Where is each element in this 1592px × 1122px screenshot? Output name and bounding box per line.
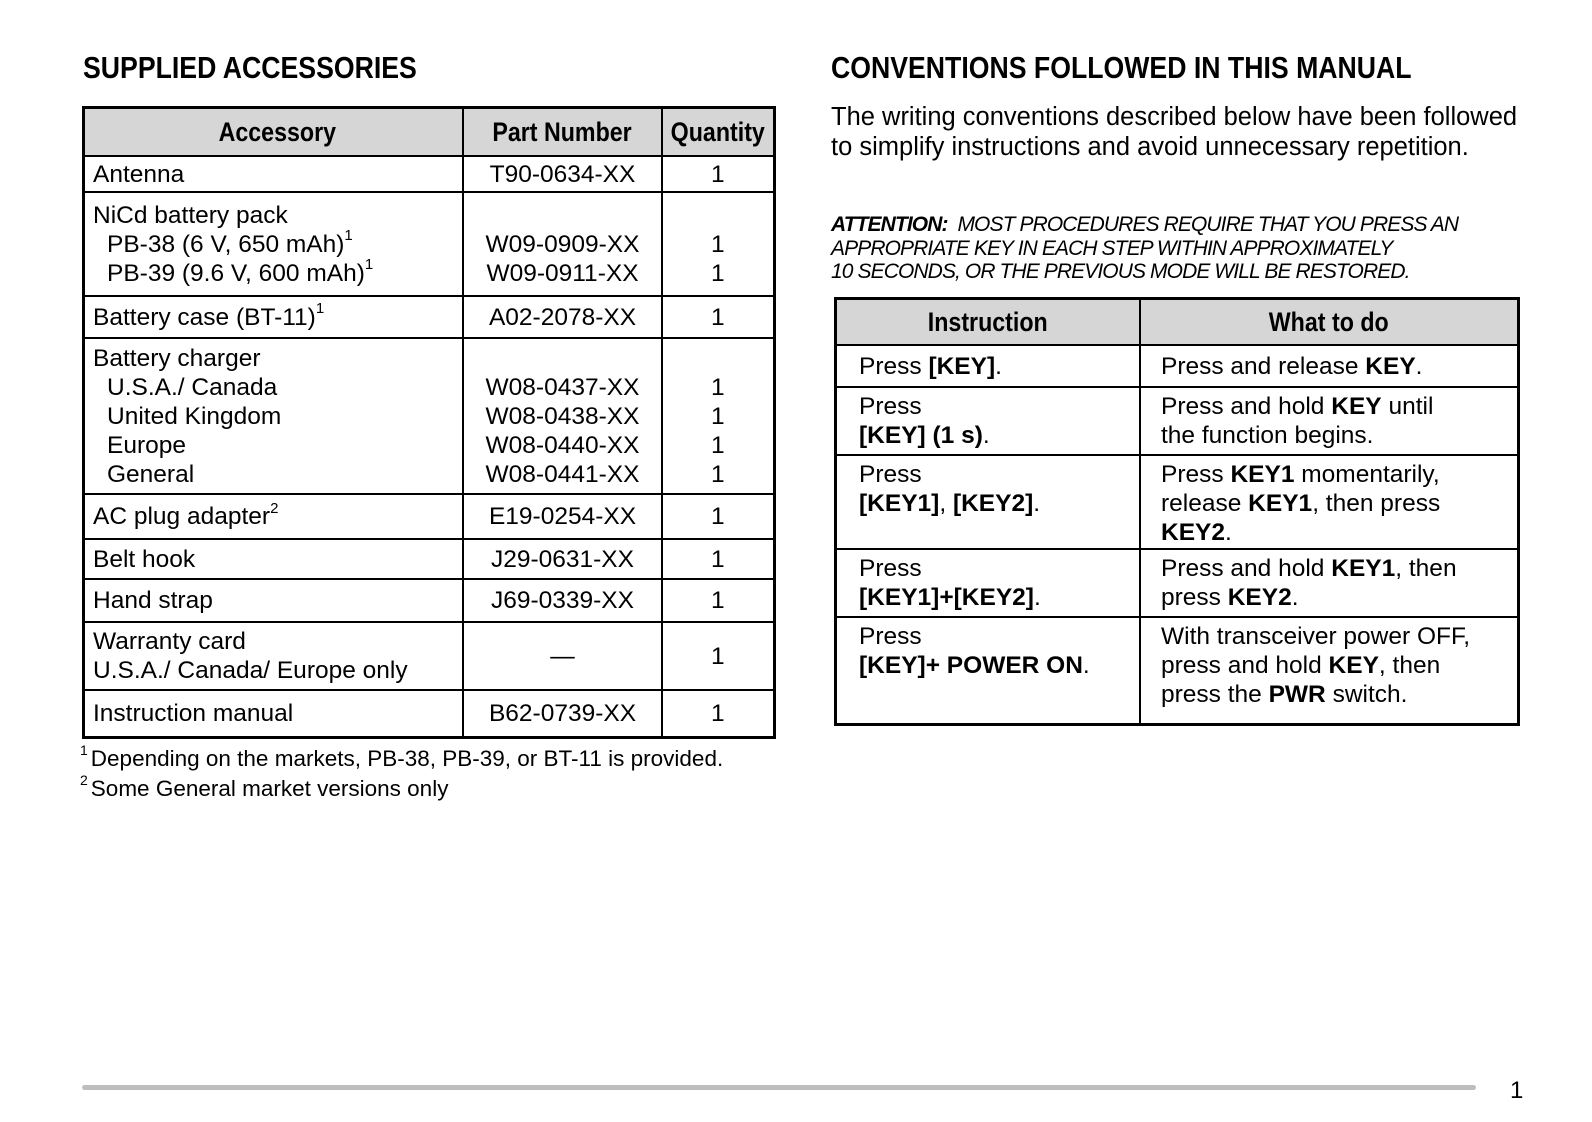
part-number: —: [550, 642, 575, 670]
cell-line: [859, 460, 1139, 489]
key-text: KEY1: [1248, 490, 1313, 517]
plain-text: Press: [859, 623, 922, 650]
part-number-cell: [463, 156, 662, 192]
key-text: KEY1: [1331, 555, 1396, 582]
instruction-cell: [836, 455, 1141, 549]
table-row: [84, 338, 775, 494]
table-row: [84, 156, 775, 192]
cell-line: [1161, 680, 1517, 709]
key-text: KEY: [1365, 353, 1416, 380]
part-number: T90-0634-XX: [489, 160, 636, 188]
part-number-cell: [463, 338, 662, 494]
cell-line: [1161, 583, 1517, 612]
quantity-value: 1: [710, 230, 725, 258]
plain-text: Press: [859, 461, 922, 488]
part-number-cell: [463, 494, 662, 539]
table-row: [836, 617, 1519, 724]
instruction-cell: [836, 617, 1141, 724]
attention-text-line2: APPROPRIATE KEY IN EACH STEP WITHIN APPROXIMATELY: [831, 236, 1393, 260]
quantity-value: 1: [710, 460, 725, 488]
plain-text: press and hold: [1161, 652, 1329, 679]
conventions-header-row: [836, 299, 1519, 346]
table-row: [836, 387, 1519, 455]
part-number: W08-0437-XX: [485, 373, 640, 401]
quantity-value: 1: [710, 402, 725, 430]
accessory-text: Instruction manual: [93, 699, 294, 727]
plain-text: Press: [859, 393, 922, 420]
table-row: [84, 494, 775, 539]
footnote-text: Depending on the markets, PB-38, PB-39, or BT-11 is provided.: [90, 746, 724, 771]
part-number: W08-0440-XX: [485, 431, 640, 459]
plain-text: .: [1225, 519, 1232, 546]
quantity-value: 1: [710, 587, 725, 614]
cell-line: [1161, 651, 1517, 680]
quantity-cell: [662, 579, 774, 622]
footnote: [80, 771, 723, 804]
table-row: [84, 296, 775, 338]
accessory-text: Europe: [107, 431, 187, 459]
table-row: [84, 192, 775, 296]
quantity-cell: [662, 690, 774, 737]
part-number-cell: [463, 296, 662, 338]
footnote-ref: 2: [270, 499, 279, 517]
quantity-cell: [662, 156, 774, 192]
plain-text: press the: [1161, 681, 1269, 708]
accessory-text: Battery charger: [93, 344, 261, 372]
cell-line: [1161, 392, 1517, 421]
plain-text: .: [995, 353, 1002, 380]
quantity-cell: [662, 539, 774, 579]
page-number: 1: [1510, 1077, 1524, 1104]
accessory-text: AC plug adapter: [93, 503, 271, 530]
key-text: KEY1: [1230, 461, 1295, 488]
part-number: W08-0438-XX: [485, 402, 640, 430]
quantity-cell: [662, 296, 774, 338]
part-number-cell: [463, 690, 662, 737]
part-number-cell: [463, 192, 662, 296]
part-number: W09-0911-XX: [486, 259, 639, 287]
plain-text: .: [1082, 652, 1090, 679]
quantity-cell: [662, 494, 774, 539]
column-header-what-to-do: What to do: [1140, 299, 1519, 346]
cell-line: [859, 651, 1139, 680]
cell-line: [859, 622, 1139, 651]
table-row: [836, 345, 1519, 387]
plain-text: Press: [859, 353, 929, 380]
quantity-value: 1: [710, 545, 725, 573]
quantity-value: 1: [710, 160, 725, 188]
part-number-cell: [463, 579, 662, 622]
accessory-cell: [84, 579, 464, 622]
accessory-text: PB-39 (9.6 V, 600 mAh): [107, 259, 365, 287]
column-header-accessory: Accessory: [84, 108, 464, 157]
accessory-cell: [84, 296, 464, 338]
accessory-text: United Kingdom: [107, 402, 282, 430]
accessory-cell: [84, 494, 464, 539]
cell-line: [859, 421, 1139, 450]
plain-text: momentarily,: [1294, 461, 1440, 488]
plain-text: Press and hold: [1161, 393, 1332, 420]
accessory-line: [93, 300, 462, 332]
plain-text: .: [1033, 584, 1041, 611]
accessory-text: NiCd battery pack: [93, 201, 288, 229]
accessory-text: Warranty card: [93, 628, 246, 655]
accessory-line: [93, 627, 462, 656]
plain-text: .: [1415, 353, 1423, 380]
table-row: [84, 579, 775, 622]
accessory-line: [93, 499, 462, 531]
plain-text: release: [1161, 490, 1249, 517]
table-row: [84, 690, 775, 737]
cell-line: [859, 554, 1139, 583]
accessory-line: [93, 431, 462, 460]
key-text: KEY: [1331, 393, 1382, 420]
key-text: [KEY1]+[KEY2]: [859, 584, 1034, 611]
footnote-text: Some General market versions only: [90, 776, 449, 801]
accessories-table: [82, 106, 776, 739]
plain-text: press: [1161, 584, 1228, 611]
cell-line: [859, 583, 1139, 612]
attention-text-line3: 10 SECONDS, OR THE PREVIOUS MODE WILL BE RESTORED.: [831, 260, 1410, 283]
plain-text: .: [1291, 584, 1299, 611]
key-text: [KEY]+ POWER ON: [859, 652, 1083, 679]
footnote-ref: 1: [344, 227, 353, 245]
quantity-value: 1: [710, 642, 725, 670]
cell-line: [859, 352, 1139, 381]
conventions-intro: The writing conventions described below have been followed to simplify instructions and avoid unnecessary repetition.: [831, 103, 1518, 161]
part-number: E19-0254-XX: [488, 503, 637, 530]
quantity-cell: [662, 338, 774, 494]
plain-text: , then: [1395, 555, 1457, 582]
accessory-line: [93, 344, 462, 373]
quantity-value: 1: [710, 373, 725, 401]
cell-line: [1161, 421, 1517, 450]
cell-line: [1161, 460, 1517, 489]
attention-label: ATTENTION:: [831, 213, 948, 236]
key-text: PWR: [1268, 681, 1326, 708]
quantity-value: 1: [710, 431, 725, 459]
part-number: J69-0339-XX: [490, 587, 634, 614]
part-number-cell: [463, 539, 662, 579]
plain-text: until: [1381, 393, 1434, 420]
conventions-heading: CONVENTIONS FOLLOWED IN THIS MANUAL: [831, 50, 1412, 85]
footnote: [80, 741, 724, 774]
what-to-do-cell: [1140, 617, 1519, 724]
part-number: B62-0739-XX: [488, 699, 637, 727]
accessories-header-row: [84, 108, 775, 157]
conventions-table: [834, 297, 1520, 726]
plain-text: Press: [1161, 461, 1231, 488]
cell-line: [1161, 489, 1517, 518]
cell-line: [859, 489, 1139, 518]
key-text: KEY2: [1227, 584, 1292, 611]
column-header-instruction: Instruction: [836, 299, 1141, 346]
column-header-part-number: Part Number: [463, 108, 662, 157]
instruction-cell: [836, 549, 1141, 617]
accessory-line: [93, 160, 462, 189]
key-text: KEY: [1328, 652, 1379, 679]
table-row: [84, 539, 775, 579]
cell-line: [1161, 352, 1517, 381]
plain-text: Press and hold: [1161, 555, 1332, 582]
plain-text: Press and release: [1161, 353, 1366, 380]
plain-text: , then: [1378, 652, 1441, 679]
instruction-cell: [836, 345, 1141, 387]
footnote-ref: 1: [364, 256, 374, 274]
key-text: [KEY] (1 s): [859, 422, 983, 449]
key-text: KEY2: [1161, 519, 1226, 546]
accessory-text: U.S.A./ Canada: [107, 373, 278, 401]
accessory-cell: [84, 622, 464, 690]
cell-line: [859, 392, 1139, 421]
accessory-text: Hand strap: [93, 587, 213, 614]
accessory-line: [93, 227, 462, 259]
accessory-line: [93, 656, 462, 685]
attention-note: [831, 213, 1531, 284]
quantity-value: 1: [710, 503, 725, 530]
what-to-do-cell: [1140, 549, 1519, 617]
page-footer-rule: [82, 1085, 1476, 1090]
accessory-text: PB-38 (6 V, 650 mAh): [107, 230, 345, 258]
supplied-accessories-heading: SUPPLIED ACCESSORIES: [83, 50, 417, 85]
what-to-do-cell: [1140, 345, 1519, 387]
instruction-cell: [836, 387, 1141, 455]
part-number: J29-0631-XX: [490, 545, 634, 573]
table-row: [836, 455, 1519, 549]
accessory-cell: [84, 338, 464, 494]
part-number: W09-0909-XX: [485, 230, 640, 258]
accessory-text: General: [107, 460, 195, 488]
key-text: [KEY]: [928, 353, 996, 380]
accessory-text: U.S.A./ Canada/ Europe only: [93, 657, 408, 684]
plain-text: .: [982, 422, 990, 449]
table-row: [84, 622, 775, 690]
plain-text: the function begins.: [1161, 422, 1374, 449]
plain-text: .: [1033, 490, 1041, 517]
quantity-value: 1: [710, 259, 725, 287]
quantity-value: 1: [710, 303, 725, 331]
accessory-text: Belt hook: [93, 545, 196, 573]
plain-text: , then press: [1312, 490, 1441, 517]
table-row: [836, 549, 1519, 617]
accessory-line: [93, 402, 462, 431]
quantity-cell: [662, 622, 774, 690]
accessory-line: [93, 460, 462, 489]
footnote-mark: 1: [80, 741, 88, 758]
what-to-do-cell: [1140, 455, 1519, 549]
accessory-text: Battery case (BT-11): [93, 303, 316, 331]
plain-text: switch.: [1325, 681, 1408, 708]
key-text: [KEY2]: [952, 490, 1034, 517]
accessory-cell: [84, 156, 464, 192]
accessory-cell: [84, 690, 464, 737]
accessory-line: [93, 699, 462, 728]
plain-text: ,: [939, 490, 953, 517]
cell-line: [1161, 622, 1517, 651]
what-to-do-cell: [1140, 387, 1519, 455]
accessory-line: [93, 373, 462, 402]
attention-text-line1: MOST PROCEDURES REQUIRE THAT YOU PRESS AN: [957, 213, 1459, 236]
accessory-cell: [84, 192, 464, 296]
quantity-cell: [662, 192, 774, 296]
footnote-mark: 2: [80, 771, 88, 788]
plain-text: Press: [859, 555, 922, 582]
part-number: W08-0441-XX: [485, 460, 640, 488]
accessory-line: [93, 545, 462, 574]
accessory-line: [93, 256, 462, 288]
cell-line: [1161, 554, 1517, 583]
cell-line: [1161, 518, 1517, 547]
accessory-text: Antenna: [93, 160, 185, 188]
column-header-quantity: Quantity: [662, 108, 774, 157]
accessory-cell: [84, 539, 464, 579]
quantity-value: 1: [710, 699, 725, 727]
key-text: [KEY1]: [859, 490, 940, 517]
accessory-line: [93, 201, 462, 230]
footnotes: [80, 741, 724, 804]
plain-text: With transceiver power OFF,: [1161, 623, 1471, 650]
part-number-cell: [463, 622, 662, 690]
footnote-ref: 1: [315, 300, 325, 318]
part-number: A02-2078-XX: [488, 303, 637, 331]
accessory-line: [93, 586, 462, 615]
